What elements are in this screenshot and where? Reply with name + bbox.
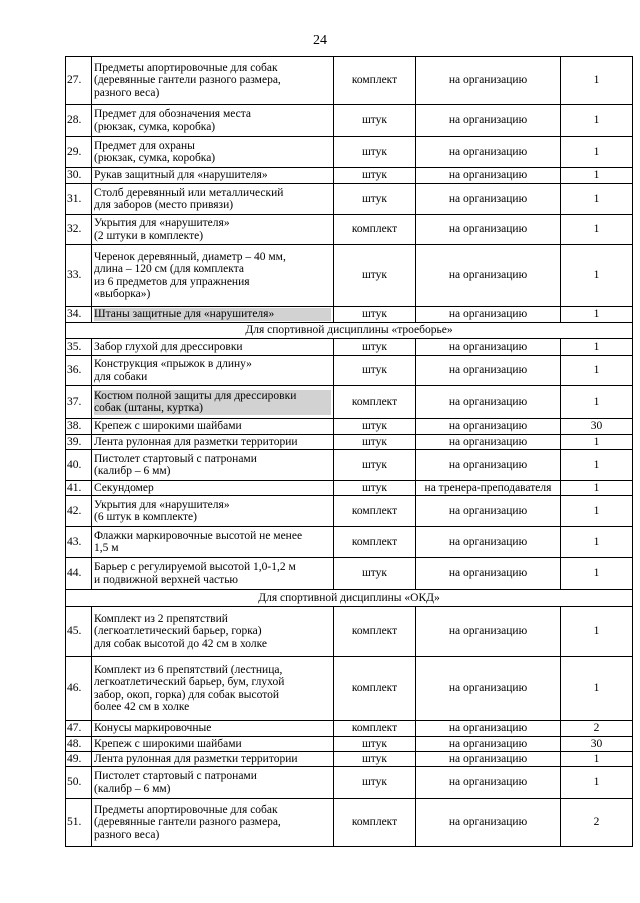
item-number: 43.: [66, 527, 92, 558]
item-name: [92, 215, 334, 245]
item-basis: на тренера-преподавателя: [416, 481, 561, 496]
table-row: [66, 419, 633, 435]
item-name: [92, 57, 334, 105]
item-name-line: легкоатлетический барьер, бум, глухой: [94, 676, 285, 688]
item-basis: на организацию: [416, 752, 561, 767]
item-number: 46.: [66, 657, 92, 721]
item-quantity: 1: [561, 657, 633, 721]
item-unit: штук: [334, 137, 416, 168]
item-name: [92, 307, 334, 323]
item-number: 28.: [66, 105, 92, 137]
item-basis: на организацию: [416, 245, 561, 307]
table-row: [66, 386, 633, 419]
table-row: [66, 607, 633, 657]
page-number: 24: [313, 33, 327, 48]
item-unit: комплект: [334, 386, 416, 419]
table-row: [66, 184, 633, 215]
item-number: 41.: [66, 481, 92, 496]
item-quantity: 1: [561, 767, 633, 799]
item-name-line: Лента рулонная для разметки территории: [94, 435, 298, 448]
item-name: [92, 386, 334, 419]
item-name: [92, 339, 334, 356]
item-quantity: 1: [561, 481, 633, 496]
item-basis: на организацию: [416, 496, 561, 527]
item-unit: комплект: [334, 496, 416, 527]
item-name-line: для заборов (место привязи): [94, 199, 234, 211]
item-name-line: (легкоатлетический барьер, горка): [94, 625, 262, 638]
item-quantity: 1: [561, 245, 633, 307]
item-basis: на организацию: [416, 721, 561, 737]
item-quantity: 1: [561, 386, 633, 419]
item-quantity: 1: [561, 450, 633, 481]
item-unit: штук: [334, 184, 416, 215]
item-basis: на организацию: [416, 307, 561, 323]
item-name: [92, 245, 334, 307]
table-row: [66, 450, 633, 481]
item-basis: на организацию: [416, 105, 561, 137]
item-unit: штук: [334, 339, 416, 356]
item-name-line: длина – 120 см (для комплекта: [94, 263, 244, 275]
item-basis: на организацию: [416, 339, 561, 356]
item-number: 51.: [66, 799, 92, 847]
item-name: [92, 481, 334, 496]
section-header-row: [66, 590, 633, 607]
item-name: [92, 558, 334, 590]
item-number: 33.: [66, 245, 92, 307]
item-name-line: Предметы апортировочные для собак: [94, 803, 278, 816]
item-name-line: Забор глухой для дрессировки: [94, 340, 243, 353]
item-quantity: 30: [561, 737, 633, 752]
table-row: [66, 737, 633, 752]
item-number: 29.: [66, 137, 92, 168]
item-unit: комплект: [334, 799, 416, 847]
table-row: [66, 307, 633, 323]
item-number: 48.: [66, 737, 92, 752]
item-name-line: (рюкзак, сумка, коробка): [94, 152, 216, 164]
item-basis: на организацию: [416, 450, 561, 481]
item-quantity: 1: [561, 752, 633, 767]
item-name: [92, 184, 334, 215]
item-name-line: разного веса): [94, 828, 160, 841]
item-name-line: Черенок деревянный, диаметр – 40 мм,: [94, 250, 286, 263]
item-name-line: из 6 предметов для упражнения: [94, 275, 250, 288]
item-quantity: 1: [561, 215, 633, 245]
item-quantity: 1: [561, 105, 633, 137]
item-name-line: Рукав защитный для «нарушителя»: [94, 169, 268, 182]
item-name-line: (2 штуки в комплекте): [94, 229, 204, 242]
item-name: [92, 721, 334, 737]
item-unit: штук: [334, 245, 416, 307]
item-unit: штук: [334, 168, 416, 184]
item-basis: на организацию: [416, 737, 561, 752]
item-name-line: «выборка»): [94, 288, 151, 300]
item-basis: на организацию: [416, 215, 561, 245]
item-name-line: Укрытия для «нарушителя»: [94, 498, 230, 511]
item-name-line: забор, окоп, горка) для собак высотой: [94, 688, 279, 701]
item-quantity: 1: [561, 607, 633, 657]
item-unit: штук: [334, 307, 416, 323]
item-name: [92, 799, 334, 847]
item-name-line: Предметы апортировочные для собак: [94, 61, 278, 74]
item-unit: штук: [334, 435, 416, 450]
section-title: Для спортивной дисциплины «троеборье»: [66, 323, 633, 339]
item-unit: комплект: [334, 721, 416, 737]
item-basis: на организацию: [416, 607, 561, 657]
item-name: [92, 496, 334, 527]
table-row: [66, 799, 633, 847]
item-name-line: (калибр – 6 мм): [94, 782, 171, 795]
item-unit: штук: [334, 767, 416, 799]
item-name-line: Пистолет стартовый с патронами: [94, 770, 257, 782]
item-name: [92, 419, 334, 435]
item-name-line: для собаки: [94, 370, 148, 383]
item-basis: на организацию: [416, 419, 561, 435]
item-name-line: Конструкция «прыжок в длину»: [94, 358, 252, 370]
item-name: [92, 105, 334, 137]
item-quantity: 1: [561, 558, 633, 590]
table-row: [66, 496, 633, 527]
table-row: [66, 245, 633, 307]
item-unit: комплект: [334, 527, 416, 558]
item-name: [92, 767, 334, 799]
item-basis: на организацию: [416, 558, 561, 590]
table-row: [66, 356, 633, 386]
item-name-line: Крепеж с широкими шайбами: [94, 737, 242, 750]
item-basis: на организацию: [416, 356, 561, 386]
item-name-line: для собак высотой до 42 см в холке: [94, 637, 268, 650]
item-name: [92, 450, 334, 481]
item-name-line: Комплект из 2 препятствий: [94, 612, 228, 625]
item-name-line: Штаны защитные для «нарушителя»: [94, 308, 331, 321]
item-number: 30.: [66, 168, 92, 184]
item-name-line: разного веса): [94, 86, 160, 99]
item-name-line: Столб деревянный или металлический: [94, 186, 284, 199]
item-unit: штук: [334, 356, 416, 386]
table-row: [66, 527, 633, 558]
item-name-line: (рюкзак, сумка, коробка): [94, 120, 216, 133]
table-row: [66, 215, 633, 245]
item-name-line: и подвижной верхней частью: [94, 573, 239, 586]
item-quantity: 1: [561, 184, 633, 215]
item-unit: штук: [334, 450, 416, 481]
table-row: [66, 558, 633, 590]
item-name-line: Флажки маркировочные высотой не менее: [94, 529, 303, 542]
item-quantity: 1: [561, 307, 633, 323]
item-unit: штук: [334, 481, 416, 496]
item-number: 50.: [66, 767, 92, 799]
item-number: 27.: [66, 57, 92, 105]
item-unit: штук: [334, 419, 416, 435]
item-name: [92, 527, 334, 558]
item-name: [92, 435, 334, 450]
item-name-line: собак (штаны, куртка): [94, 402, 331, 415]
item-name-line: (деревянные гантели разного размера,: [94, 816, 281, 829]
table-row: [66, 137, 633, 168]
item-name-line: (калибр – 6 мм): [94, 465, 171, 477]
item-name: [92, 356, 334, 386]
table-row: [66, 481, 633, 496]
item-quantity: 1: [561, 435, 633, 450]
item-number: 36.: [66, 356, 92, 386]
item-name: [92, 168, 334, 184]
item-name-line: Предмет для охраны: [94, 139, 195, 152]
item-basis: на организацию: [416, 527, 561, 558]
item-quantity: 1: [561, 57, 633, 105]
item-quantity: 2: [561, 721, 633, 737]
table-row: [66, 657, 633, 721]
item-number: 40.: [66, 450, 92, 481]
item-name: [92, 607, 334, 657]
table-row: [66, 339, 633, 356]
item-name-line: более 42 см в холке: [94, 701, 190, 713]
item-name-line: (деревянные гантели разного размера,: [94, 74, 281, 87]
item-quantity: 1: [561, 527, 633, 558]
item-unit: комплект: [334, 215, 416, 245]
item-number: 39.: [66, 435, 92, 450]
item-quantity: 1: [561, 168, 633, 184]
item-basis: на организацию: [416, 184, 561, 215]
equipment-table: [65, 56, 633, 847]
item-name-line: Укрытия для «нарушителя»: [94, 217, 230, 229]
table-row: [66, 105, 633, 137]
table-row: [66, 752, 633, 767]
item-name-line: Барьер с регулируемой высотой 1,0-1,2 м: [94, 561, 296, 573]
item-unit: штук: [334, 752, 416, 767]
table-row: [66, 435, 633, 450]
item-name-line: Пистолет стартовый с патронами: [94, 452, 257, 465]
item-name-line: 1,5 м: [94, 542, 119, 554]
item-number: 49.: [66, 752, 92, 767]
item-quantity: 1: [561, 496, 633, 527]
item-number: 38.: [66, 419, 92, 435]
item-name-line: Лента рулонная для разметки территории: [94, 752, 298, 765]
item-name: [92, 737, 334, 752]
item-quantity: 1: [561, 356, 633, 386]
item-number: 42.: [66, 496, 92, 527]
item-quantity: 2: [561, 799, 633, 847]
item-basis: на организацию: [416, 767, 561, 799]
item-unit: штук: [334, 737, 416, 752]
item-name-line: Комплект из 6 препятствий (лестница,: [94, 663, 283, 676]
equipment-table-body: [66, 57, 633, 847]
item-name-line: Костюм полной защиты для дрессировки: [94, 390, 331, 403]
item-name-line: Предмет для обозначения места: [94, 108, 251, 120]
item-quantity: 1: [561, 137, 633, 168]
item-number: 31.: [66, 184, 92, 215]
item-name-line: (6 штук в комплекте): [94, 511, 197, 523]
item-unit: комплект: [334, 657, 416, 721]
item-basis: на организацию: [416, 57, 561, 105]
item-basis: на организацию: [416, 168, 561, 184]
item-name: [92, 752, 334, 767]
item-name-line: Секундомер: [94, 481, 154, 494]
item-name: [92, 657, 334, 721]
item-basis: на организацию: [416, 657, 561, 721]
item-name: [92, 137, 334, 168]
item-number: 32.: [66, 215, 92, 245]
item-number: 34.: [66, 307, 92, 323]
item-number: 47.: [66, 721, 92, 737]
item-basis: на организацию: [416, 435, 561, 450]
table-row: [66, 767, 633, 799]
item-name-line: Конусы маркировочные: [94, 722, 212, 735]
item-unit: комплект: [334, 57, 416, 105]
table-row: [66, 721, 633, 737]
item-quantity: 1: [561, 339, 633, 356]
item-basis: на организацию: [416, 137, 561, 168]
item-basis: на организацию: [416, 799, 561, 847]
item-number: 44.: [66, 558, 92, 590]
item-number: 37.: [66, 386, 92, 419]
section-title: Для спортивной дисциплины «ОКД»: [66, 590, 633, 607]
item-name-line: Крепеж с широкими шайбами: [94, 420, 242, 433]
item-unit: штук: [334, 558, 416, 590]
item-number: 35.: [66, 339, 92, 356]
item-basis: на организацию: [416, 386, 561, 419]
table-row: [66, 168, 633, 184]
item-unit: комплект: [334, 607, 416, 657]
item-number: 45.: [66, 607, 92, 657]
table-row: [66, 57, 633, 105]
item-quantity: 30: [561, 419, 633, 435]
item-unit: штук: [334, 105, 416, 137]
section-header-row: [66, 323, 633, 339]
